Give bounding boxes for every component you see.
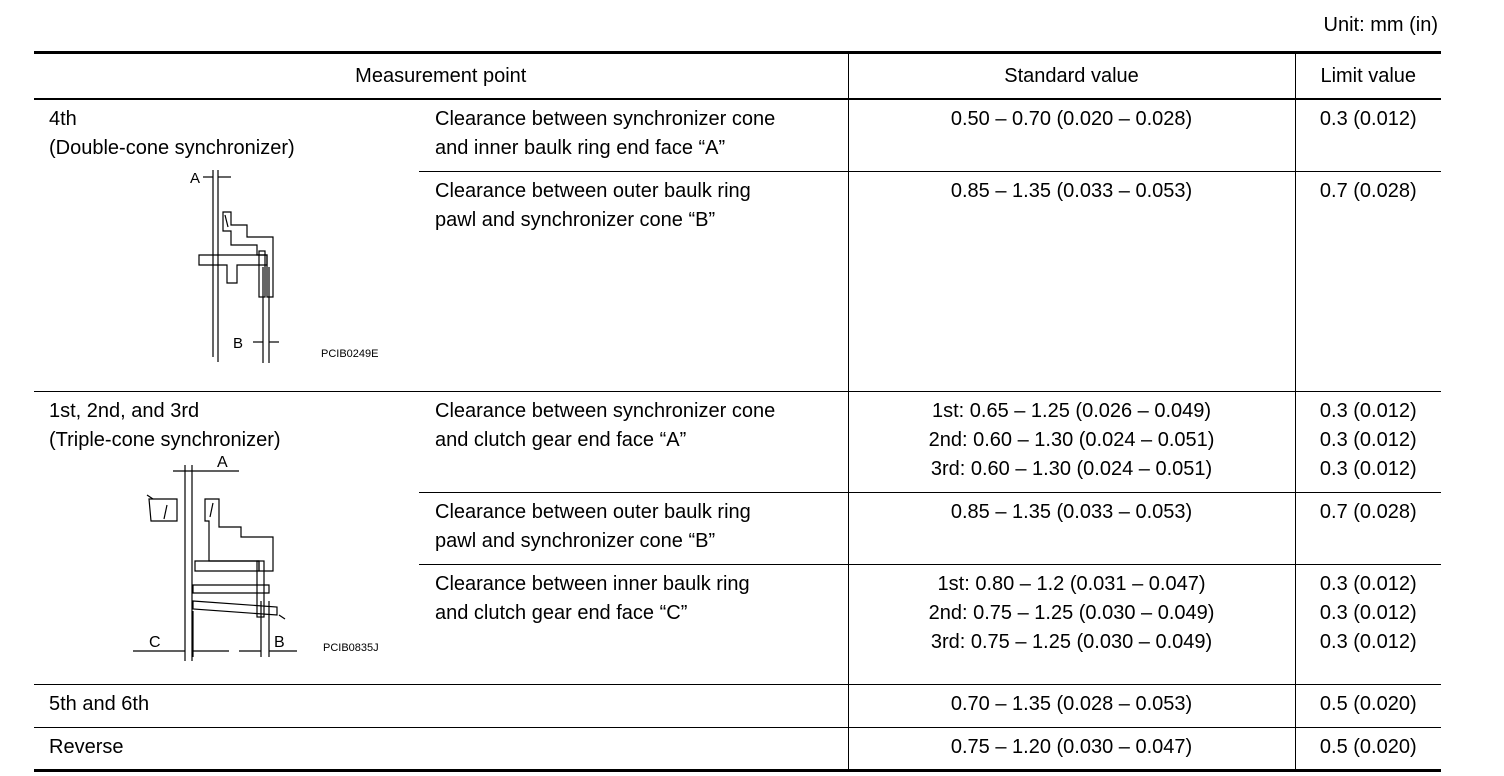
limit-value-line: 0.3 (0.012): [1319, 428, 1417, 451]
description-line: Clearance between outer baulk ring: [435, 500, 751, 523]
measurement-description: [419, 391, 848, 492]
header-standard-value: Standard value: [848, 53, 1295, 100]
limit-value-line: 0.3 (0.012): [1319, 630, 1417, 653]
measurement-description: [419, 171, 848, 391]
standard-value: [848, 391, 1295, 492]
description-line: pawl and synchronizer cone “B”: [435, 529, 716, 552]
measurement-description: [419, 99, 848, 171]
point-sublabel: (Triple-cone synchronizer): [49, 428, 281, 451]
unit-label: Unit: mm (in): [1323, 14, 1438, 36]
standard-value-line: 3rd: 0.60 – 1.30 (0.024 – 0.051): [930, 457, 1213, 480]
limit-value: 0.7 (0.028): [1295, 171, 1441, 391]
standard-value-line: 2nd: 0.60 – 1.30 (0.024 – 0.051): [928, 428, 1215, 451]
table-row: [34, 727, 1441, 770]
point-label: 4th: [49, 108, 77, 130]
fig-label-a: A: [217, 453, 228, 471]
limit-value: 0.5 (0.020): [1295, 684, 1441, 727]
description-line: Clearance between inner baulk ring: [435, 572, 750, 595]
description-line: pawl and synchronizer cone “B”: [435, 208, 716, 231]
standard-value-line: 1st: 0.80 – 1.2 (0.031 – 0.047): [937, 572, 1206, 595]
header-limit-value: Limit value: [1295, 53, 1441, 100]
figure-code: PCIB0249E: [321, 348, 379, 360]
standard-value: 0.50 – 0.70 (0.020 – 0.028): [848, 99, 1295, 171]
measurement-description: [419, 492, 848, 564]
limit-value: [1295, 564, 1441, 684]
point-sublabel: (Double-cone synchronizer): [49, 137, 295, 159]
point-cell-4th: [34, 99, 419, 391]
limit-value-line: 0.3 (0.012): [1319, 457, 1417, 480]
description-line: Clearance between synchronizer cone: [435, 108, 776, 130]
measurement-description: [419, 564, 848, 684]
standard-value: 0.70 – 1.35 (0.028 – 0.053): [848, 684, 1295, 727]
limit-value: 0.5 (0.020): [1295, 727, 1441, 770]
standard-value: 0.85 – 1.35 (0.033 – 0.053): [848, 492, 1295, 564]
standard-value: 0.85 – 1.35 (0.033 – 0.053): [848, 171, 1295, 391]
clearance-spec-table: [34, 51, 1441, 772]
limit-value: [1295, 391, 1441, 492]
limit-value: 0.3 (0.012): [1295, 99, 1441, 171]
point-cell-5th-6th: 5th and 6th: [34, 684, 848, 727]
limit-value: 0.7 (0.028): [1295, 492, 1441, 564]
standard-value-line: 1st: 0.65 – 1.25 (0.026 – 0.049): [931, 399, 1212, 422]
table-row: [34, 391, 1441, 492]
figure-code: PCIB0835J: [323, 641, 379, 654]
table-row: [34, 99, 1441, 171]
fig-label-b: B: [233, 335, 244, 352]
standard-value-line: 3rd: 0.75 – 1.25 (0.030 – 0.049): [930, 630, 1213, 653]
limit-value-line: 0.3 (0.012): [1319, 399, 1417, 422]
standard-value-line: 2nd: 0.75 – 1.25 (0.030 – 0.049): [928, 601, 1215, 624]
description-line: Clearance between outer baulk ring: [435, 179, 751, 202]
point-label: 1st, 2nd, and 3rd: [49, 399, 200, 422]
description-line: Clearance between synchronizer cone: [435, 399, 776, 422]
description-line: and clutch gear end face “C”: [435, 601, 688, 624]
header-row: [34, 53, 1441, 100]
description-line: and inner baulk ring end face “A”: [435, 137, 726, 159]
double-cone-synchronizer-diagram: [107, 167, 379, 362]
fig-label-c: C: [149, 633, 161, 651]
point-cell-1st-2nd-3rd: [34, 391, 419, 684]
header-measurement-point: Measurement point: [34, 53, 848, 100]
limit-value-line: 0.3 (0.012): [1319, 601, 1417, 624]
standard-value: 0.75 – 1.20 (0.030 – 0.047): [848, 727, 1295, 770]
limit-value-line: 0.3 (0.012): [1319, 572, 1417, 595]
point-cell-reverse: Reverse: [49, 735, 124, 758]
fig-label-a: A: [190, 170, 201, 187]
description-line: and clutch gear end face “A”: [435, 428, 687, 451]
triple-cone-synchronizer-diagram: [109, 451, 399, 666]
table-row: [34, 684, 1441, 727]
standard-value: [848, 564, 1295, 684]
fig-label-b: B: [274, 633, 285, 651]
